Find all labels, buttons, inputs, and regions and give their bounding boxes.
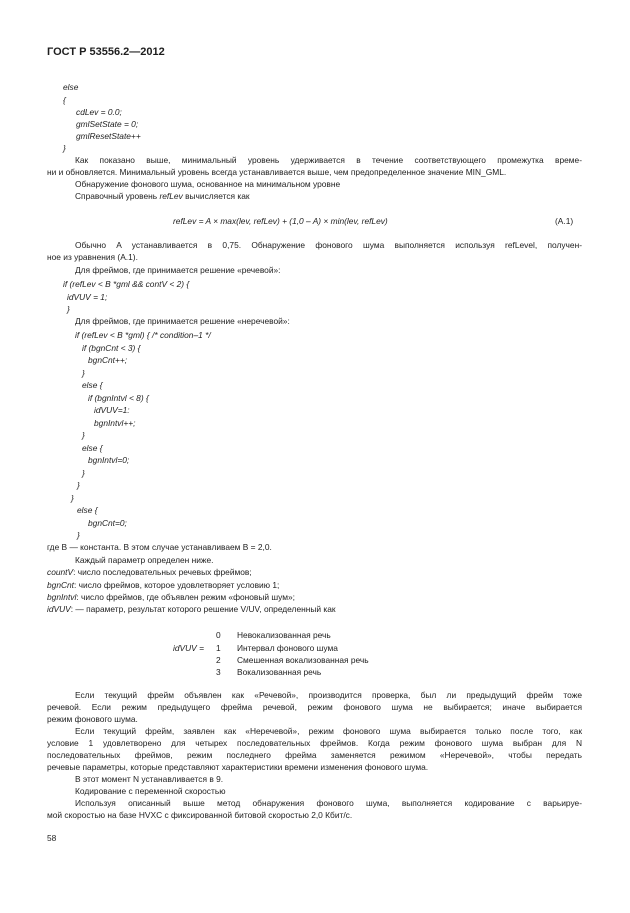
paragraph-line: Если текущий фрейм объявлен как «Речевой», производится проверка, был ли предыдущий фрейм тоже: [75, 690, 582, 700]
code-line: }: [63, 143, 66, 153]
paragraph-line: В этот момент N устанавливается в 9.: [75, 774, 224, 784]
paragraph-line: где B — константа. В этом случае устанавливаем B = 2,0.: [47, 542, 272, 552]
paragraph-line: ни и обновляется. Минимальный уровень всегда устанавливается выше, чем предопределенное значение MIN_GML.: [47, 167, 507, 177]
code-line: bgnIntvl=0;: [88, 455, 130, 465]
vuv-meaning: Невокализованная речь: [237, 630, 331, 640]
formula-number: (A.1): [555, 216, 574, 226]
parameter-definition: countV: число последовательных речевых фреймов;: [47, 567, 252, 577]
code-line: gmlSetState = 0;: [76, 119, 139, 129]
code-line: cdLev = 0.0;: [76, 107, 122, 117]
code-line: }: [71, 493, 74, 503]
paragraph-line: речевой. Если режим предыдущего фрейма речевой, режим фонового шума не выбирается; иначе выбирается: [47, 702, 582, 712]
code-line: if (bgnCnt < 3) {: [82, 343, 141, 353]
section-heading: Обнаружение фонового шума, основанное на минимальном уровне: [75, 179, 341, 189]
code-line: else {: [77, 505, 98, 515]
vuv-value: 0: [216, 630, 221, 640]
code-line: gmlResetState++: [76, 131, 141, 141]
code-line: {: [63, 95, 66, 105]
vuv-value: 3: [216, 667, 221, 677]
paragraph-line: Если текущий фрейм, заявлен как «Неречевой», режим фонового шума выбирается только после того, как: [75, 726, 582, 736]
code-line: }: [67, 304, 70, 314]
paragraph-line: Каждый параметр определен ниже.: [75, 555, 214, 565]
code-line: if (refLev < B *gml && contV < 2) {: [63, 279, 190, 289]
paragraph-line: Как показано выше, минимальный уровень удерживается в течение соответствующего промежутка време-: [75, 155, 582, 165]
code-line: else: [63, 82, 79, 92]
parameter-definition: idVUV: — параметр, результат которого решение V/UV, определенный как: [47, 604, 336, 614]
paragraph-line: Для фреймов, где принимается решение «речевой»:: [75, 265, 281, 275]
code-line: }: [82, 368, 85, 378]
document-header: ГОСТ Р 53556.2—2012: [47, 46, 165, 58]
paragraph-line: Используя описанный выше метод обнаружения фонового шума, выполняется кодирование с варьируе-: [75, 798, 582, 808]
paragraph-line: мой скоростью на базе HVXC с фиксированной битовой скоростью 2,0 Кбит/с.: [47, 810, 353, 820]
code-line: if (refLev < B *gml) { /* condition–1 */: [75, 330, 211, 340]
paragraph-line: речевые параметры, которые представляют характеристики времени изменения фонового шума.: [47, 762, 429, 772]
code-line: }: [82, 468, 85, 478]
paragraph-line: условие 1 удовлетворено для четырех последовательных фреймов. Когда режим фонового шума выбран для N: [47, 738, 582, 748]
vuv-meaning: Интервал фонового шума: [237, 643, 338, 653]
paragraph-line: режим фонового шума.: [47, 714, 138, 724]
parameter-definition: bgnCnt: число фреймов, которое удовлетворяет условию 1;: [47, 580, 280, 590]
code-line: }: [77, 530, 80, 540]
section-heading: Кодирование с переменной скоростью: [75, 786, 226, 796]
code-line: bgnCnt++;: [88, 355, 128, 365]
page-number: 58: [47, 833, 57, 843]
code-line: bgnIntvl++;: [94, 418, 136, 428]
code-line: idVUV=1:: [94, 405, 130, 415]
vuv-label: idVUV =: [173, 643, 204, 653]
formula: refLev = A × max(lev, refLev) + (1,0 – A) × min(lev, refLev): [173, 216, 388, 226]
code-line: if (bgnIntvl < 8) {: [88, 393, 149, 403]
paragraph-line: Обычно A устанавливается в 0,75. Обнаружение фонового шума выполняется используя refLevel, получен-: [75, 240, 582, 250]
paragraph-line: Справочный уровень refLev вычисляется как: [75, 191, 250, 201]
vuv-value: 1: [216, 643, 221, 653]
code-line: else {: [82, 443, 103, 453]
code-line: }: [77, 480, 80, 490]
vuv-value: 2: [216, 655, 221, 665]
code-line: }: [82, 430, 85, 440]
paragraph-line: последовательных фреймов, режим последнего фрейма заменяется режимом «Неречевой», чтобы передать: [47, 750, 582, 760]
vuv-meaning: Вокализованная речь: [237, 667, 322, 677]
code-line: bgnCnt=0;: [88, 518, 127, 528]
code-line: idVUV = 1;: [67, 292, 108, 302]
code-line: else {: [82, 380, 103, 390]
vuv-meaning: Смешенная вокализованная речь: [237, 655, 369, 665]
paragraph-line: ное из уравнения (А.1).: [47, 252, 138, 262]
parameter-definition: bgnIntvl: число фреймов, где объявлен режим «фоновый шум»;: [47, 592, 295, 602]
paragraph-line: Для фреймов, где принимается решение «неречевой»:: [75, 316, 290, 326]
